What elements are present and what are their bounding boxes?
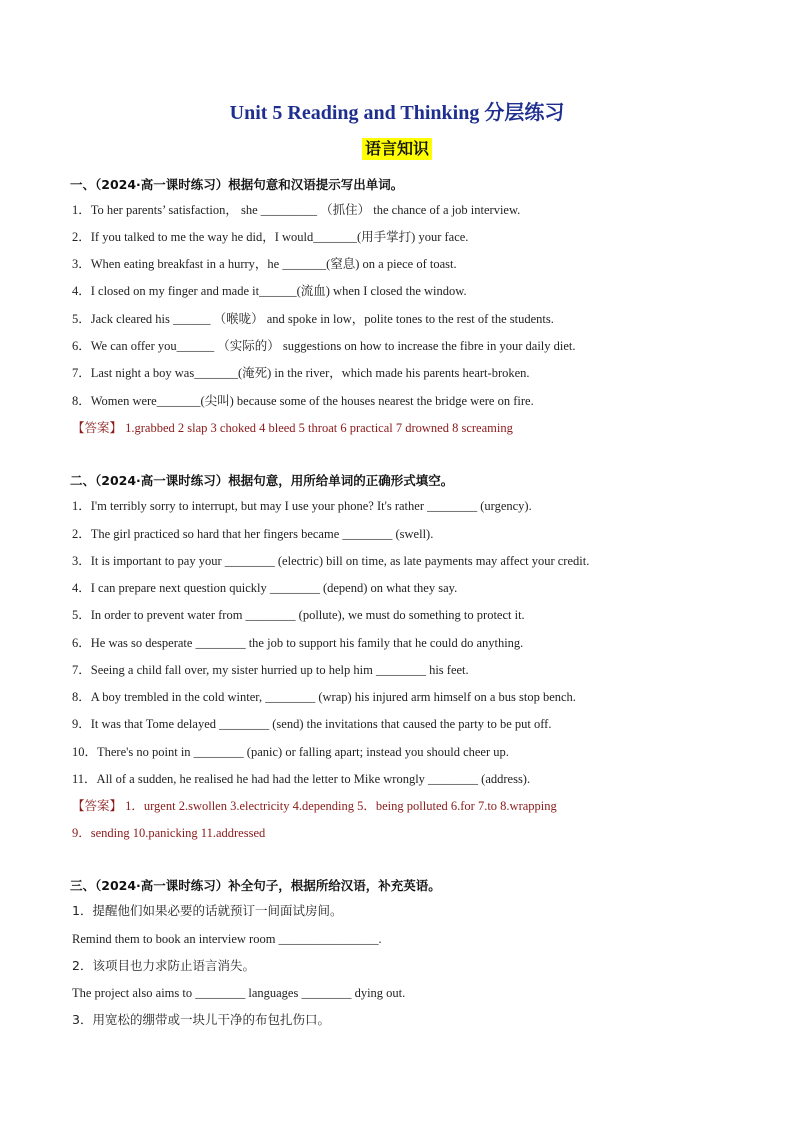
s3-q2-chinese: 2．该项目也力求防止语言消失。 <box>72 958 255 973</box>
s3-q2-english: The project also aims to ________ languages ________ dying out. <box>72 986 406 1000</box>
s2-item-5: 5．In order to prevent water from ________ (pollute), we must do something to protect it. <box>72 608 525 622</box>
s2-item-7: 7．Seeing a child fall over, my sister hurried up to help him ________ his feet. <box>72 663 469 677</box>
section1-heading: 一、（2024·高一课时练习）根据句意和汉语提示写出单词。 <box>70 177 404 192</box>
s2-item-10: 10．There's no point in ________ (panic) or falling apart; instead you should cheer up. <box>72 745 509 759</box>
s1-item-3: 3．When eating breakfast in a hurry，he _______(窒息) on a piece of toast. <box>72 257 457 271</box>
s1-item-1: 1．To her parents’ satisfaction， she _________ （抓住） the chance of a job interview. <box>72 203 521 217</box>
s2-answer-line1: 【答案】 1．urgent 2.swollen 3.electricity 4.depending 5．being polluted 6.for 7.to 8.wrapping <box>72 799 557 813</box>
s3-q1-chinese: 1．提醒他们如果必要的话就预订一间面试房间。 <box>72 903 343 918</box>
s1-item-5: 5．Jack cleared his ______ （喉咙） and spoke in low，polite tones to the rest of the students. <box>72 312 554 326</box>
s1-answer: 【答案】 1.grabbed 2 slap 3 choked 4 bleed 5 throat 6 practical 7 drowned 8 screaming <box>72 421 513 435</box>
s2-item-2: 2．The girl practiced so hard that her fingers became ________ (swell). <box>72 527 434 541</box>
s2-item-3: 3．It is important to pay your ________ (electric) bill on time, as late payments may affect your credit. <box>72 554 590 568</box>
section-subtitle: 语言知识 <box>362 138 432 160</box>
s2-item-1: 1．I'm terribly sorry to interrupt, but may I use your phone? It's rather ________ (urgency). <box>72 499 532 513</box>
s3-q1-english: Remind them to book an interview room ________________. <box>72 932 382 946</box>
section2-heading: 二、（2024·高一课时练习）根据句意，用所给单词的正确形式填空。 <box>70 473 454 488</box>
s1-item-8: 8．Women were_______(尖叫) because some of the houses nearest the bridge were on fire. <box>72 394 534 408</box>
section3-heading: 三、（2024·高一课时练习）补全句子，根据所给汉语，补充英语。 <box>70 878 441 893</box>
s2-item-6: 6．He was so desperate ________ the job to support his family that he could do anything. <box>72 636 524 650</box>
s2-item-4: 4．I can prepare next question quickly ________ (depend) on what they say. <box>72 581 458 595</box>
s1-item-6: 6．We can offer you______ （实际的） suggestions on how to increase the fibre in your daily diet. <box>72 339 576 353</box>
s2-item-8: 8．A boy trembled in the cold winter, ________ (wrap) his injured arm himself on a bus stop bench. <box>72 690 576 704</box>
s3-q3-chinese: 3．用宽松的绷带或一块儿干净的布包扎伤口。 <box>72 1012 330 1027</box>
s1-item-7: 7．Last night a boy was_______(淹死) in the river，which made his parents heart-broken. <box>72 366 530 380</box>
s2-answer-line2: 9．sending 10.panicking 11.addressed <box>72 826 266 840</box>
page-title: Unit 5 Reading and Thinking 分层练习 <box>229 102 565 124</box>
s1-item-2: 2．If you talked to me the way he did，I would_______(用手掌打) your face. <box>72 230 469 244</box>
subtitle-wrap <box>0 138 794 160</box>
s1-item-4: 4．I closed on my finger and made it______(流血) when I closed the window. <box>72 284 467 298</box>
s2-item-9: 9．It was that Tome delayed ________ (send) the invitations that caused the party to be put off. <box>72 717 552 731</box>
s2-item-11: 11．All of a sudden, he realised he had had the letter to Mike wrongly ________ (address). <box>72 772 531 786</box>
